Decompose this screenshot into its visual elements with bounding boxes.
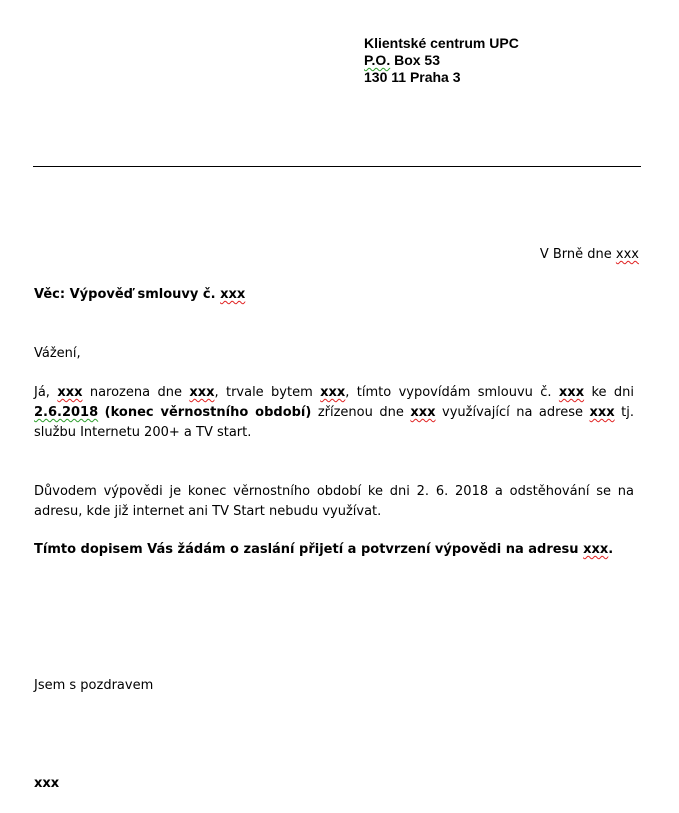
place-date-value: xxx bbox=[615, 247, 639, 262]
subject-prefix: Věc: Výpověď smlouvy č. bbox=[34, 287, 221, 302]
p1-name: xxx bbox=[57, 385, 83, 400]
subject-number: xxx bbox=[220, 287, 246, 302]
paragraph-2: Důvodem výpovědi je konec věrnostního období ke dni 2. 6. 2018 a odstěhování se na adresu, kde již internet ani TV Start nebudu využívat. bbox=[34, 484, 634, 519]
p1-text-4: , tímto vypovídám smlouvu č. bbox=[345, 385, 559, 400]
p1-text-8: využívající na adrese bbox=[435, 405, 590, 420]
p1-birth: xxx bbox=[189, 385, 215, 400]
p1-text-7: zřízenou dne bbox=[311, 405, 411, 420]
signature: xxx bbox=[34, 776, 60, 791]
place-date-prefix: V Brně dne bbox=[539, 247, 616, 262]
p1-contract: xxx bbox=[558, 385, 585, 400]
subject-line bbox=[34, 287, 245, 302]
greeting: Vážení, bbox=[34, 346, 81, 361]
p1-bold-note: (konec věrnostního období) bbox=[104, 405, 312, 420]
p1-text-1: Já, bbox=[34, 385, 58, 400]
closing: Jsem s pozdravem bbox=[34, 678, 154, 693]
recipient-line-1: Klientské centrum UPC bbox=[364, 35, 519, 51]
p1-text-3: , trvale bytem bbox=[214, 385, 321, 400]
p1-text-9: tj. službu Internetu 200+ a TV start. bbox=[34, 405, 634, 440]
paragraph-3 bbox=[34, 540, 634, 560]
recipient-line-2 bbox=[364, 52, 519, 69]
p1-service-address: xxx bbox=[589, 405, 615, 420]
recipient-address bbox=[364, 35, 519, 86]
po-abbrev: P.O. bbox=[364, 52, 391, 68]
p3-end: . bbox=[608, 542, 614, 557]
p3-text: Tímto dopisem Vás žádám o zaslání přijetí a potvrzení výpovědi na adresu bbox=[34, 542, 584, 557]
paragraph-1 bbox=[34, 383, 634, 443]
p1-address: xxx bbox=[320, 385, 346, 400]
p1-setup-date: xxx bbox=[410, 405, 436, 420]
header-divider bbox=[33, 166, 641, 167]
recipient-line-3: 130 11 Praha 3 bbox=[364, 69, 461, 85]
p3-placeholder: xxx bbox=[583, 542, 609, 557]
po-box: Box 53 bbox=[390, 52, 441, 68]
place-date bbox=[540, 247, 639, 262]
p1-end-date: 2.6.2018 bbox=[34, 405, 99, 420]
p1-text-5: ke dni bbox=[584, 385, 634, 400]
p1-text-2: narozena dne bbox=[82, 385, 190, 400]
